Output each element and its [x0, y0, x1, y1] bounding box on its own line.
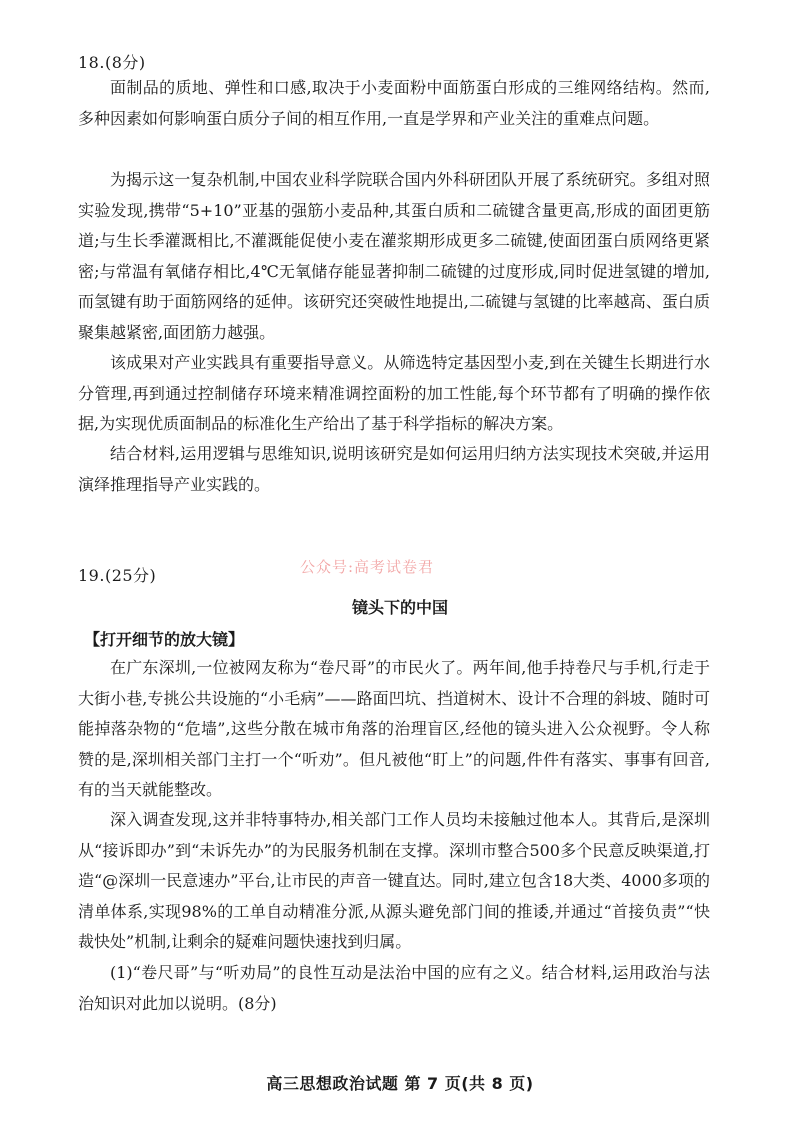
watermark: 公众号:高考试卷君 [300, 558, 435, 576]
section-heading: 【打开细节的放大镜】 [84, 630, 245, 649]
q19-paragraph-1: 在广东深圳,一位被网友称为“卷尺哥”的市民火了。两年间,他手持卷尺与手机,行走于大街小巷,专挑公共设施的“小毛病”——路面凹坑、挡道树木、设计不合理的斜坡、随时可能掉落杂物的“危墙”,这些分散在城市角落的治理盲区,经他的镜头进入公众视野。令人称赞的是,深圳相关部门主打一个“听劝”。但凡被他“盯上”的问题,件件有落实、事事有回音,有的当天就能整改。 [78, 658, 710, 799]
q18-paragraph-3: 该成果对产业实践具有重要指导意义。从筛选特定基因型小麦,到在关键生长期进行水分管理,再到通过控制储存环境来精准调控面粉的加工性能,每个环节都有了明确的操作依据,为实现优质面制品的标准化生产给出了基于科学指标的解决方案。 [78, 353, 710, 433]
q19-paragraph-2: 深入调查发现,这并非特事特办,相关部门工作人员均未接触过他本人。其背后,是深圳从“接诉即办”到“未诉先办”的为民服务机制在支撑。深圳市整合500多个民意反映渠道,打造“@深圳一民意速办”平台,让市民的声音一键直达。同时,建立包含18大类、4000多项的清单体系,实现98%的工单自动精准分派,从源头避免部门间的推诿,并通过“首接负责”“快裁快处”机制,让剩余的疑难问题快速找到归属。 [78, 810, 710, 951]
q19-subquestion-1: (1)“卷尺哥”与“听劝局”的良性互动是法治中国的应有之义。结合材料,运用政治与法治知识对此加以说明。(8分) [78, 963, 710, 1013]
q18-paragraph-1: 面制品的质地、弹性和口感,取决于小麦面粉中面筋蛋白形成的三维网络结构。然而,多种因素如何影响蛋白质分子间的相互作用,一直是学界和产业关注的重难点问题。 [78, 78, 710, 128]
page-footer: 高三思想政治试题 第 7 页(共 8 页) [266, 1074, 534, 1093]
question-19-number: 19.(25分) [78, 566, 157, 585]
q18-paragraph-4: 结合材料,运用逻辑与思维知识,说明该研究是如何运用归纳方法实现技术突破,并运用演绎推理指导产业实践的。 [78, 444, 710, 494]
q18-paragraph-2: 为揭示这一复杂机制,中国农业科学院联合国内外科研团队开展了系统研究。多组对照实验发现,携带“5+10”亚基的强筋小麦品种,其蛋白质和二硫键含量更高,形成的面团更筋道;与生长季灌溉相比,不灌溉能促使小麦在灌浆期形成更多二硫键,使面团蛋白质网络更紧密;与常温有氧储存相比,4℃无氧储存能显著抑制二硫键的过度形成,同时促进氢键的增加,而氢键有助于面筋网络的延伸。该研究还突破性地提出,二硫键与氢键的比率越高、蛋白质聚集越紧密,面团筋力越强。 [78, 170, 710, 342]
question-18-number: 18.(8分) [78, 53, 146, 72]
material-title: 镜头下的中国 [351, 598, 448, 617]
